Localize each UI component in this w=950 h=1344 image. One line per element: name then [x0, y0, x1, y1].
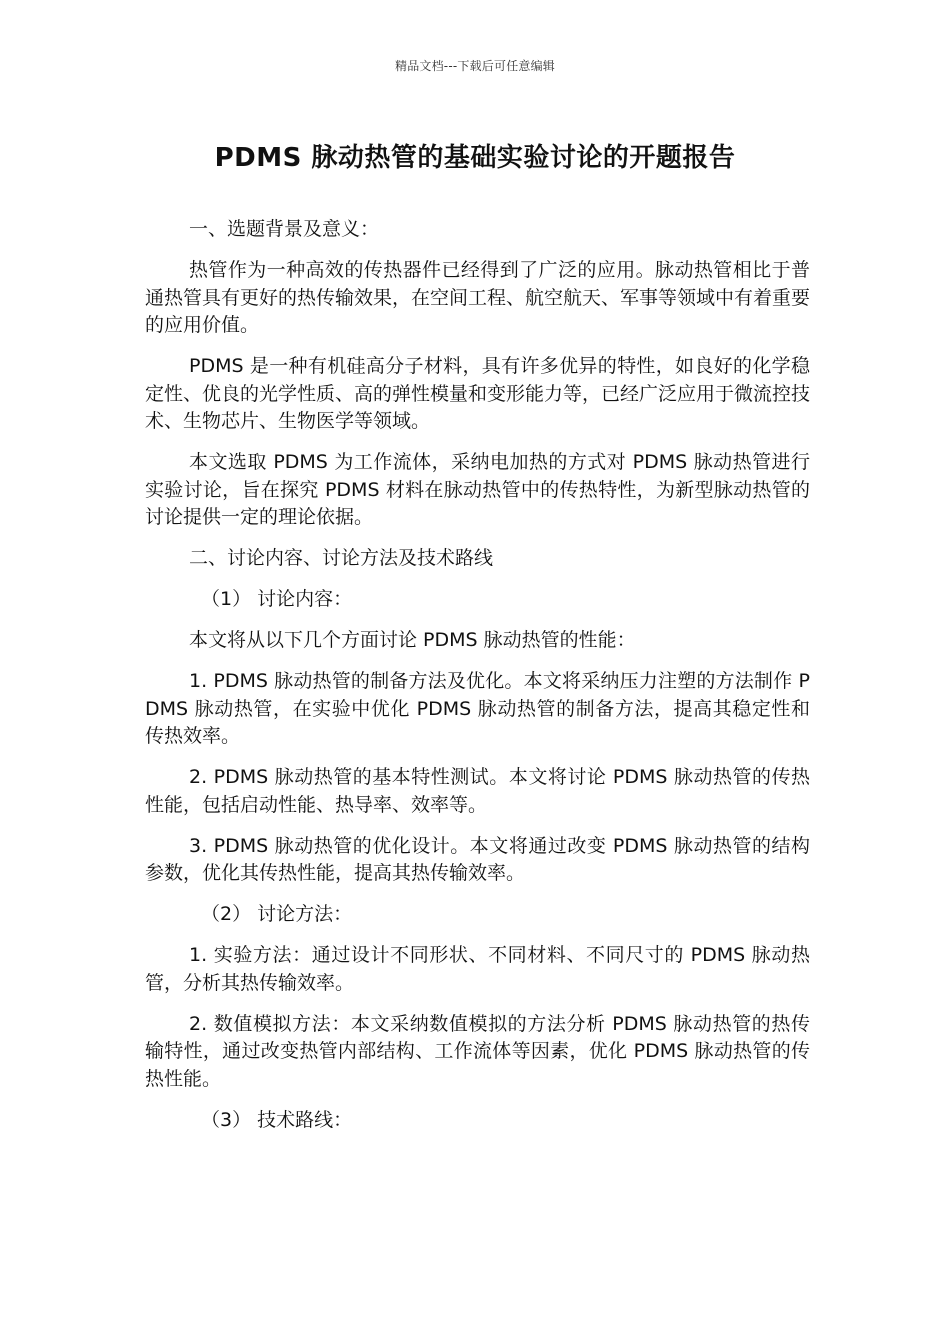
section-heading-content-methods: 二、讨论内容、讨论方法及技术路线 — [189, 547, 494, 569]
paragraph-heat-pipe-intro: 热管作为一种高效的传热器件已经得到了广泛的应用。脉动热管相比于普通热管具有更好的热传输效果，在空间工程、航空航天、军事等领域中有着重要的应用价值。 — [145, 259, 811, 336]
list-item-optimization: 3. PDMS 脉动热管的优化设计。本文将通过改变 PDMS 脉动热管的结构参数，优化其传热性能，提高其热传输效率。 — [145, 834, 810, 884]
paragraph-research-aim: 本文选取 PDMS 为工作流体，采纳电加热的方式对 PDMS 脉动热管进行实验讨论，旨在探究 PDMS 材料在脉动热管中的传热特性，为新型脉动热管的讨论提供一定的理论依据。 — [145, 451, 810, 528]
paragraph-content-intro: 本文将从以下几个方面讨论 PDMS 脉动热管的性能： — [189, 629, 636, 651]
page-header-note: 精品文档---下载后可任意编辑 — [395, 59, 555, 73]
document-body — [145, 216, 810, 1148]
list-item-preparation: 1. PDMS 脉动热管的制备方法及优化。本文将采纳压力注塑的方法制作 PDMS 脉动热管，在实验中优化 PDMS 脉动热管的制备方法，提高其稳定性和传热效率。 — [145, 670, 810, 747]
subheading-research-content: （1） 讨论内容： — [201, 588, 353, 610]
paragraph-pdms-properties: PDMS 是一种有机硅高分子材料，具有许多优异的特性，如良好的化学稳定性、优良的光学性质、高的弹性模量和变形能力等，已经广泛应用于微流控技术、生物芯片、生物医学等领域。 — [145, 355, 811, 432]
subheading-technical-route: （3） 技术路线： — [201, 1108, 353, 1131]
list-item-experimental-method: 1. 实验方法：通过设计不同形状、不同材料、不同尺寸的 PDMS 脉动热管，分析其热传输效率。 — [145, 944, 810, 994]
section-heading-background: 一、选题背景及意义： — [189, 218, 380, 240]
list-item-numerical-method: 2. 数值模拟方法：本文采纳数值模拟的方法分析 PDMS 脉动热管的热传输特性，通过改变热管内部结构、工作流体等因素，优化 PDMS 脉动热管的传热性能。 — [145, 1012, 810, 1090]
subheading-research-methods: （2） 讨论方法： — [201, 903, 353, 925]
document-title: PDMS 脉动热管的基础实验讨论的开题报告 — [214, 143, 736, 173]
list-item-basic-testing: 2. PDMS 脉动热管的基本特性测试。本文将讨论 PDMS 脉动热管的传热性能，包括启动性能、热导率、效率等。 — [145, 766, 810, 816]
